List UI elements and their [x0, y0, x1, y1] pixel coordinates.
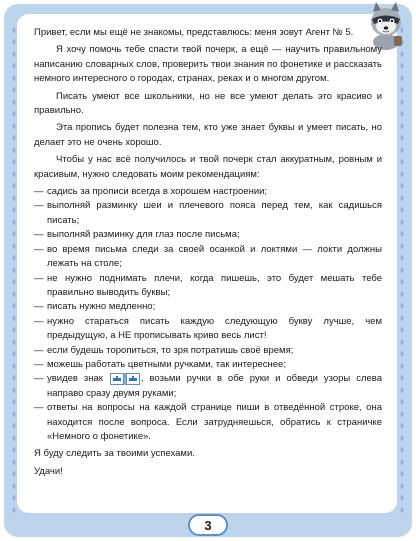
- intro-purpose: Я хочу помочь тебе спасти твой почерк, а ещё — научить правильному написанию словарных слов, проверить твои знания по фонетике и рассказать немного интересного о городах, странах, реках и о многом другом.: [34, 44, 382, 85]
- list-item: — писать нужно медленно;: [34, 300, 382, 314]
- sign-item-before: увидев знак: [47, 373, 103, 385]
- recommendations-list: [34, 185, 382, 444]
- intro-audience: Эта пропись будет полезна тем, кто уже знает буквы и умеет писать, но делает это не очень хорошо.: [34, 122, 382, 148]
- intro-greeting: Привет, если мы ещё не знакомы, представлюсь: меня зовут Агент № 5.: [34, 27, 354, 38]
- page-number-label: 3: [204, 517, 212, 533]
- list-item: — не нужно поднимать плечи, когда пишешь, это будет мешать тебе правильно выводить буквы;: [34, 272, 382, 301]
- list-item: — можешь работать цветными ручками, так интереснее;: [34, 358, 382, 372]
- closing-wish: Удачи!: [34, 465, 63, 477]
- page-number: [188, 514, 228, 536]
- sign-item-after: , возьми ручки в обе руки и обведи узоры слева направо сразу двумя руками;: [47, 373, 382, 399]
- list-item: — если будешь торопиться, то зря потратишь своё время;: [34, 344, 382, 358]
- list-item: — садись за прописи всегда в хорошем настроении;: [34, 185, 382, 199]
- list-item-sign: [34, 372, 382, 401]
- list-item: — ответы на вопросы на каждой странице пиши в отведённой строке, она находится после вопроса. Если затрудняешься, обратись к страничке «Немного о фонетике».: [34, 401, 382, 444]
- list-item: — выполняй разминку для глаз после письма;: [34, 228, 382, 242]
- closing-line: Я буду следить за твоими успехами.: [34, 448, 195, 460]
- two-hands-sign-icon: [110, 373, 140, 385]
- intro-follow: Чтобы у нас всё получилось и твой почерк стал аккуратным, ровным и красивым, нужно следовать моим рекомендациям:: [34, 154, 382, 180]
- list-item: — во время письма следи за своей осанкой и локтями — локти должны лежать на столе;: [34, 243, 382, 272]
- intro-writing: Писать умеют все школьники, но не все умеют делать это красиво и правильно.: [34, 90, 382, 117]
- rules-text: [34, 26, 382, 482]
- frame-dots-right: [399, 24, 405, 514]
- list-item: — выполняй разминку шеи и плечевого пояса перед тем, как садишься писать;: [34, 199, 382, 228]
- list-item: — нужно стараться писать каждую следующую букву лучше, чем предыдущую, а НЕ прописывать криво весь лист!: [34, 315, 382, 344]
